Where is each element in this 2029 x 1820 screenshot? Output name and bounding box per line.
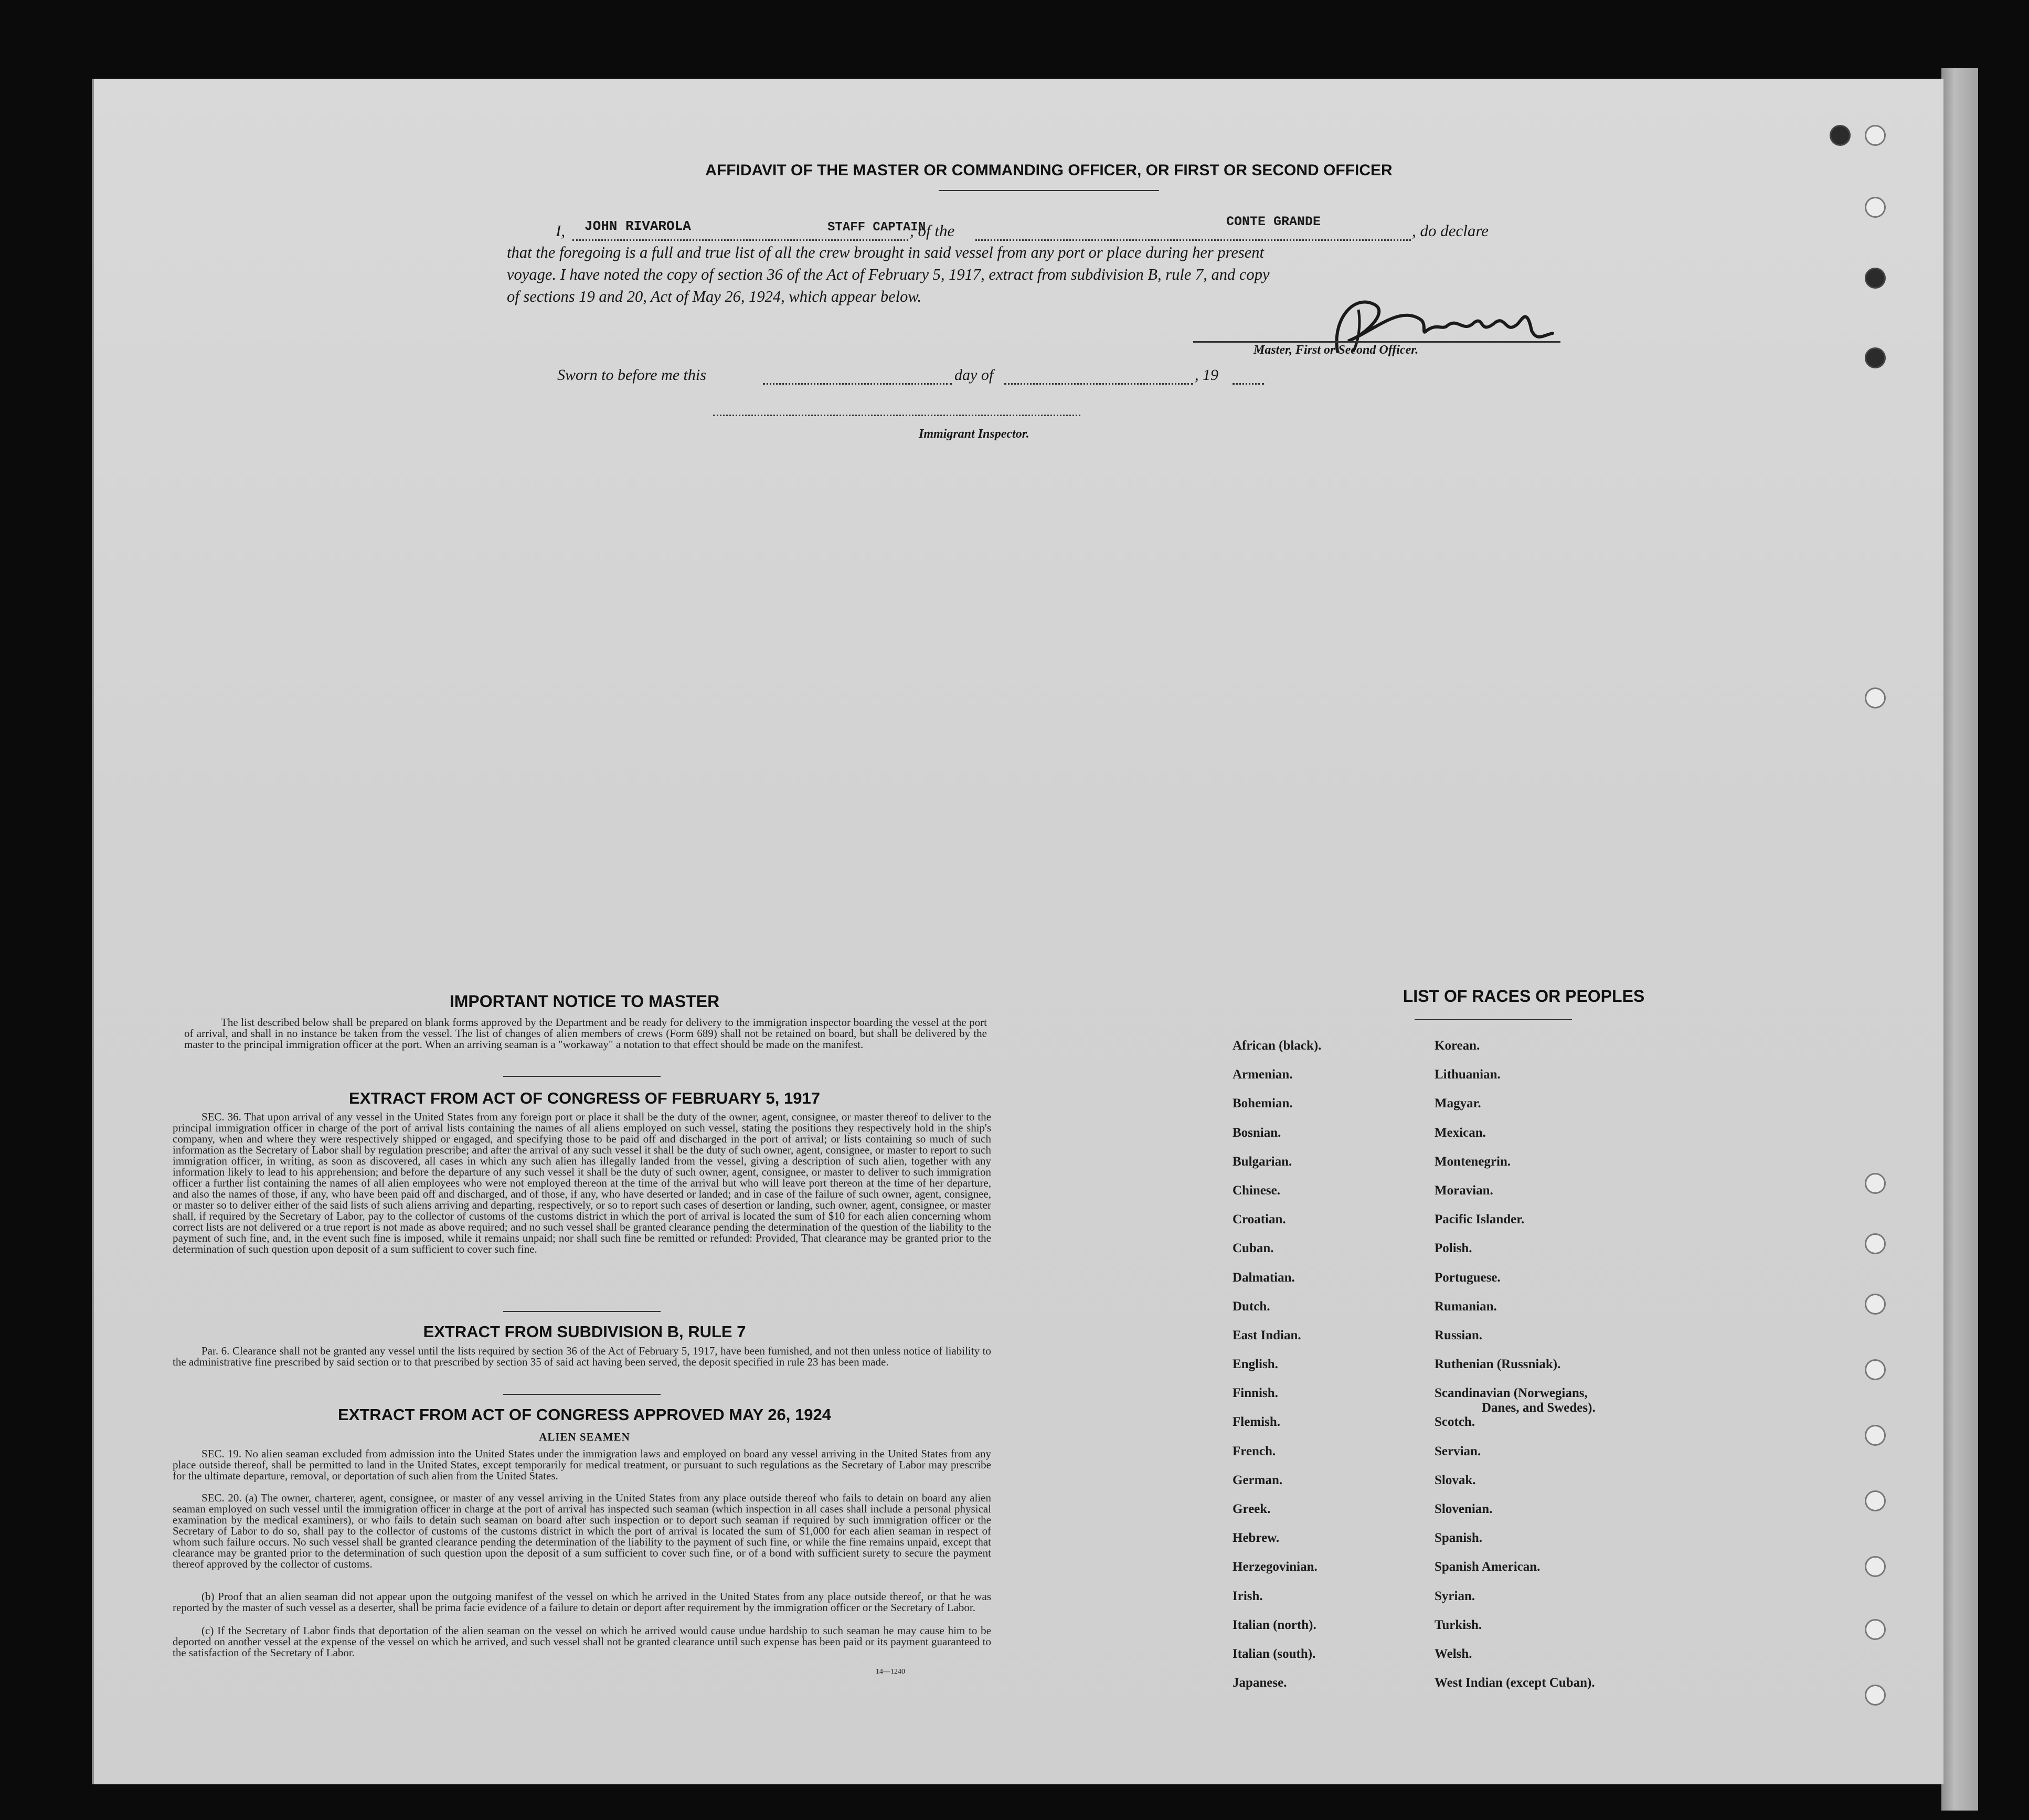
race-item: Turkish. [1435, 1617, 1482, 1632]
extract-1917-text: SEC. 36. That upon arrival of any vessel in the United States from any foreign port or place it shall be the duty of the owner, agent, consignee, or master thereof to deliver to the principal immigration officer in charge of the port of arrival lists containing the names of all aliens employed on such vessel, stating the positions they respectively hold in the ship's company, when and where they were respectively shipped or engaged, and specifying those to be paid off and discharged in the port of arrival; or lists containing so much of such information as the Secretary of Labor shall by regulation prescribe; and after the arrival of any such vessel it shall be the duty of such owner, agent, consignee, or master to report to such immigration officer, in writing, as soon as discovered, all cases in which any such alien has illegally landed from the vessel, giving a description of such alien, together with any information likely to lead to his apprehension; and before the departure of any such vessel it shall be the duty of such owner, agent, consignee, or master to deliver to such immigration officer a further list containing the names of all alien employees who were not employed thereon at the time of the arrival but who will leave port thereon at the time of her departure, and also the names of those, if any, who have been paid off and discharged, and of those, if any, who have deserted or landed; and in case of the failure of such owner, agent, consignee, or master so to deliver either of the said lists of such aliens arriving and departing, respectively, or so to report such cases of desertion or landing, such owner, agent, consignee, or master shall, if required by the Secretary of Labor, pay to the collector of customs of the customs district in which the port of arrival is located the sum of $10 for each alien concerning whom correct lists are not delivered or a true report is not made as above required; and no such vessel shall be granted clearance pending the determination of the question of the liability to the payment of such fine, and, in the event such fine is imposed, while it remains unpaid; nor shall such fine be remitted or refunded: Provided, That clearance may be granted prior to the determination of such question upon deposit of a sum sufficient to cover such fine. [173, 1110, 991, 1255]
race-item: Slovenian. [1435, 1502, 1493, 1516]
rule7-title: EXTRACT FROM SUBDIVISION B, RULE 7 [423, 1322, 746, 1341]
race-item: Mexican. [1435, 1125, 1486, 1140]
inspector-signature-line [713, 404, 1080, 416]
rule7-divider [503, 1394, 661, 1395]
affidavit-line-3: voyage. I have noted the copy of section 36 of the Act of February 5, 1917, extract from subdivision B, rule 7, and copy [507, 266, 1270, 283]
sec20a-text: SEC. 20. (a) The owner, charterer, agent, consignee, or master of any vessel arriving in the United States from any place outside thereof who fails to detain on board any alien seaman employed on such vessel until the immigration officer in charge at the port of arrival has inspected such seaman (which inspection in all cases shall include a personal physical examination by the medical examiners), or who fails to detain such seaman on board after such inspection or to deport such seaman if required by such immigration officer or the Secretary of Labor to do so, shall pay to the collector of customs of the customs district in which the port of arrival is located the sum of $1,000 for each alien seaman in respect of whom such failure occurs. No such vessel shall be granted clearance pending the determination of the liability to the payment of such fine, or while the fine remains unpaid, except that clearance may be granted prior to the determination of such question upon the deposit of a sum sufficient to cover such fine, or of a bond with sufficient surety to secure the payment thereof approved by the collector of customs. [173, 1491, 991, 1570]
rule7-text: Par. 6. Clearance shall not be granted any vessel until the lists required by section 36 of the Act of February 5, 1917, have been furnished, and not then unless notice of liability to the administrative fine prescribed by said section or to that prescribed by section 35 of said act having been served, the deposit specified in rule 23 has been made. [173, 1345, 991, 1368]
race-item: Spanish. [1435, 1531, 1483, 1546]
races-right-column [1435, 1031, 1596, 1697]
binder-hole [1865, 1425, 1886, 1446]
document-page [92, 79, 1943, 1784]
sworn-month-blank [1004, 368, 1193, 385]
race-item: Japanese. [1233, 1676, 1287, 1690]
notice-divider [503, 1076, 661, 1077]
race-item: Italian (north). [1233, 1617, 1316, 1632]
extract-1917-title: EXTRACT FROM ACT OF CONGRESS OF FEBRUARY 5, 1917 [349, 1089, 820, 1107]
race-item: Russian. [1435, 1328, 1483, 1342]
master-rank: STAFF CAPTAIN [827, 220, 926, 235]
signature-caption: Master, First or Second Officer. [1253, 343, 1419, 357]
binder-hole [1865, 1685, 1886, 1706]
race-item: Herzegovinian. [1233, 1560, 1318, 1574]
race-item: Korean. [1435, 1039, 1480, 1053]
form-number: 14—1240 [876, 1668, 905, 1676]
binder-hole [1865, 1173, 1886, 1194]
sec20c-text: (c) If the Secretary of Labor finds that deportation of the alien seaman on the vessel on which he arrived would cause undue hardship to such seaman he may cause him to be deported on another vessel at the expense of the vessel on which he arrived, and such vessel shall not be granted clearance until such expense has been paid or its payment guaranteed to the satisfaction of the Secretary of Labor. [173, 1624, 991, 1659]
binder-hole [1830, 125, 1851, 146]
declare-text: , do declare [1412, 221, 1489, 240]
binder-hole [1865, 1619, 1886, 1640]
races-title: LIST OF RACES OR PEOPLES [1403, 987, 1645, 1006]
race-item: Italian (south). [1233, 1646, 1316, 1661]
race-item: Servian. [1435, 1444, 1481, 1458]
title-divider [939, 190, 1159, 191]
vessel-name: CONTE GRANDE [1226, 214, 1321, 229]
race-item: Rumanian. [1435, 1299, 1497, 1314]
notice-text: The list described below shall be prepared on blank forms approved by the Department and be ready for delivery to the immigration inspector boarding the vessel at the port of arrival, and shall in no instance be taken from the vessel. The list of changes of alien members of crews (Form 689) shall not be retained on board, but shall be delivered by the master to the principal immigration officer at the port. When an arriving seaman is a "workaway" a notation to that effect should be made on the manifest. [184, 1016, 987, 1051]
race-item: Irish. [1233, 1589, 1263, 1603]
day-of-text: day of [954, 366, 994, 384]
race-item: Syrian. [1435, 1589, 1475, 1603]
sec20b-text: (b) Proof that an alien seaman did not appear upon the outgoing manifest of the vessel on which he arrived in the United States from any place outside thereof, or that he was reported by the master of such vessel as a deserter, shall be prima facie evidence of a failure to detain or deport after requirement by the immigration officer or the Secretary of Labor. [173, 1590, 991, 1614]
race-item: Greek. [1233, 1502, 1271, 1516]
race-item: Cuban. [1233, 1241, 1274, 1256]
race-item: Finnish. [1233, 1386, 1278, 1401]
race-item: Bosnian. [1233, 1125, 1281, 1140]
sworn-day-blank [763, 368, 952, 385]
race-item: Pacific Islander. [1435, 1212, 1525, 1227]
race-item: French. [1233, 1444, 1276, 1458]
inspector-caption: Immigrant Inspector. [919, 427, 1029, 441]
alien-seamen-subtitle: ALIEN SEAMEN [539, 1431, 630, 1443]
binder-hole [1865, 125, 1886, 146]
race-item: Dutch. [1233, 1299, 1270, 1314]
binder-hole [1865, 1490, 1886, 1511]
binder-hole [1865, 687, 1886, 708]
race-item: Flemish. [1233, 1415, 1280, 1430]
race-item: Moravian. [1435, 1183, 1493, 1198]
race-item: German. [1233, 1473, 1283, 1487]
race-item: Portuguese. [1435, 1270, 1501, 1285]
affidavit-line-2: that the foregoing is a full and true list of all the crew brought in said vessel from any port or place during her present [507, 244, 1265, 261]
race-item: African (black). [1233, 1039, 1322, 1053]
race-item: Spanish American. [1435, 1560, 1541, 1574]
signature-line [1193, 341, 1560, 343]
race-item: Lithuanian. [1435, 1067, 1501, 1082]
sec19-text: SEC. 19. No alien seaman excluded from admission into the United States under the immigration laws and employed on board any vessel arriving in the United States from any place outside thereof, shall be permitted to land in the United States, except temporarily for medical treatment, or pursuant to such regulations as the Secretary of Labor may prescribe for the ultimate departure, removal, or deportation of such alien from the United States. [173, 1447, 991, 1482]
race-item: Ruthenian (Russniak). [1435, 1357, 1561, 1372]
master-name: JOHN RIVAROLA [585, 218, 691, 234]
race-item: Welsh. [1435, 1646, 1472, 1661]
race-item: West Indian (except Cuban). [1435, 1676, 1595, 1690]
race-item: Polish. [1435, 1241, 1472, 1256]
binder-hole [1865, 1233, 1886, 1254]
binder-hole [1865, 1556, 1886, 1577]
vessel-blank [975, 220, 1411, 241]
of-the-text: , of the [910, 221, 955, 240]
extract-1924-title: EXTRACT FROM ACT OF CONGRESS APPROVED MAY 26, 1924 [338, 1405, 831, 1424]
year-prefix: , 19 [1195, 366, 1218, 384]
race-item: East Indian. [1233, 1328, 1301, 1342]
race-item: Magyar. [1435, 1096, 1481, 1111]
race-item: Croatian. [1233, 1212, 1286, 1227]
races-divider [1415, 1019, 1572, 1020]
page-edge [1941, 68, 1978, 1811]
races-left-column [1233, 1031, 1321, 1697]
race-item: Slovak. [1435, 1473, 1476, 1487]
race-item: English. [1233, 1357, 1278, 1372]
notice-title: IMPORTANT NOTICE TO MASTER [449, 992, 720, 1011]
race-item: Dalmatian. [1233, 1270, 1295, 1285]
extract-1917-divider [503, 1311, 661, 1312]
race-item: Armenian. [1233, 1067, 1293, 1082]
race-item: Scotch. [1435, 1415, 1475, 1430]
binder-hole [1865, 347, 1886, 368]
binder-hole [1865, 197, 1886, 218]
affidavit-i: I, [556, 221, 566, 240]
binder-hole [1865, 1359, 1886, 1380]
race-item: Bulgarian. [1233, 1154, 1292, 1169]
binder-hole [1865, 1294, 1886, 1315]
race-item: Montenegrin. [1435, 1154, 1511, 1169]
binder-hole [1865, 268, 1886, 289]
affidavit-line-4: of sections 19 and 20, Act of May 26, 1924, which appear below. [507, 288, 922, 305]
race-item: Chinese. [1233, 1183, 1280, 1198]
race-item: Danes, and Swedes). [1482, 1400, 1596, 1415]
sworn-text: Sworn to before me this [557, 366, 706, 384]
year-blank [1233, 368, 1264, 385]
race-item: Scandinavian (Norwegians, [1435, 1386, 1588, 1401]
race-item: Hebrew. [1233, 1531, 1280, 1546]
affidavit-title: AFFIDAVIT OF THE MASTER OR COMMANDING OFFICER, OR FIRST OR SECOND OFFICER [705, 162, 1393, 179]
race-item: Bohemian. [1233, 1096, 1293, 1111]
